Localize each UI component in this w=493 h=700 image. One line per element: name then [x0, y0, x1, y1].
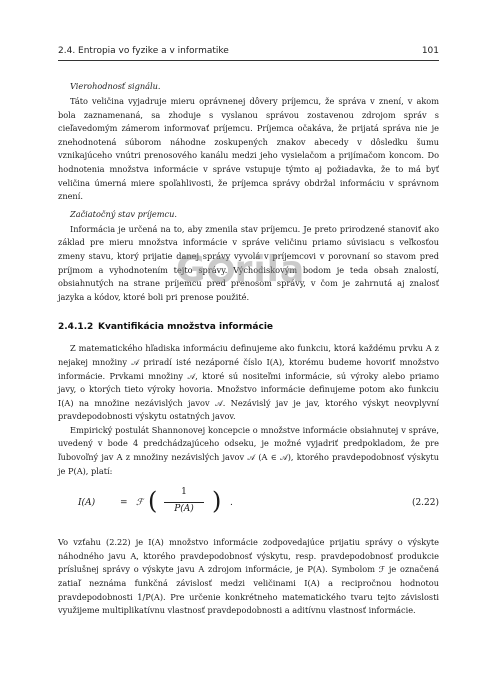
equation-left-paren: (	[148, 487, 158, 516]
equation-right-paren: )	[212, 487, 222, 516]
paragraph-explanation: Vo vzťahu (2.22) je I(A) množstvo informácie zodpovedajúce prijatiu správy o výskyte náhodného javu A, ktorého pravdepodobnosť výskytu, resp. pravdepodobnosť produkcie príslušnej správy o výskyte javu A zdrojom informácie, je P(A). Symbolom ℱ je označená zatiaľ neznáma funkčná závislosť medzi veličinami I(A) a recipročnou hodnotou pravdepodobnosti 1/P(A). Pre určenie konkrétneho matematického tvaru tejto závislosti využijeme multiplikatívnu vlastnosť pravdepodobnosti a aditívnu vlastnosť informácie.	[58, 537, 439, 616]
equation-2-22	[58, 486, 439, 526]
fraction-denominator: P(A)	[174, 504, 194, 515]
equation-number: (2.22)	[411, 498, 439, 509]
paragraph-definition: Z matematického hľadiska informáciu definujeme ako funkciu, ktorá každému prvku A z nejakej množiny 𝒜 priradí isté nezáporné číslo I(A), ktorému budeme hovoriť množstvo informácie. Prvkami množiny 𝒜, ktoré sú nositeľmi informácie, sú výroky alebo priamo javy, o ktorých tieto výroky hovoria. Množstvo informácie definujeme potom ako funkciu I(A) na množine nezávislých javov 𝒜. Nezávislý jav je jav, ktorého výskyt neovplyvní pravdepodobnosti výskytu ostatných javov.	[58, 343, 439, 422]
subheading-signal-credibility: Vierohodnosť signálu.	[70, 81, 161, 91]
watermark-letter-g: G	[176, 249, 207, 290]
equation-function: ℱ	[136, 498, 144, 509]
equation-period: .	[230, 498, 233, 509]
fraction-numerator: 1	[181, 487, 187, 498]
paragraph-postulate: Empirický postulát Shannonovej koncepcie o množstve informácie obsiahnutej v správe, uvedený v bode 4 predchádzajúceho odseku, je možné vyjadriť predpokladom, že pre ľubovoľný jav A z množiny nezávislých javov 𝒜 (A ∈ 𝒜), ktorého pravdepodobnosť výskytu je P(A), platí:	[58, 424, 439, 476]
section-title: Kvantifikácia množstva informácie	[98, 322, 274, 333]
page-body	[58, 80, 439, 618]
page-number: 101	[421, 46, 439, 56]
running-header	[58, 44, 439, 61]
equation-equals: =	[120, 498, 128, 509]
subheading-initial-state: Začiatočný stav príjemcu.	[70, 208, 177, 219]
watermark-letters: rila	[234, 249, 306, 290]
equation-fraction	[162, 487, 206, 518]
header-section-title: 2.4. Entropia vo fyzike a v informatike	[58, 46, 229, 56]
paragraph-signal-credibility: Táto veličina vyjadruje mieru oprávnenej dôvery príjemcu, že správa v znení, v akom bola zaznamenaná, sa zhoduje s vyslanou správou zostavenou zdrojom správ s cieľavedomým zámerom informovať príjemcu. Príjemca očakáva, že prijatá správa nie je znehodnotená súborom náhodne zoskupených znakov abecedy v dôsledku šumu vznikajúceho vnútri prenosového kanálu medzi jeho vysielačom a prijímačom koncom. Do hodnotenia množstva informácie v správe vstupuje týmto aj požiadavka, že to má byť veličina úmerná miere spoľahlivosti, že príjemca správy obdržal informáciu v správnom znení.	[58, 96, 439, 202]
section-heading	[58, 322, 439, 332]
equation-lhs: I(A)	[78, 498, 96, 509]
paragraph-initial-state: Informácia je určená na to, aby zmenila stav príjemcu. Je preto prirodzené stanoviť ako základ pre mieru množstva informácie v správe veličinu priamo súvisiacu s veľkosťou zmeny stavu, ktorý prijatie danej správy vyvolá v príjemcovi v porovnaní so stavom pred príjmom a vyhodnotením tejto správy. Východiskovým bodom je teda obsah znalostí, obsiahnutých na strane príjemcu pred prenosom správy, v čom je zahrnutá aj znalosť jazyka a kódov, ktoré boli pri prenose použité.	[58, 223, 439, 302]
section-number: 2.4.1.2	[58, 322, 94, 333]
